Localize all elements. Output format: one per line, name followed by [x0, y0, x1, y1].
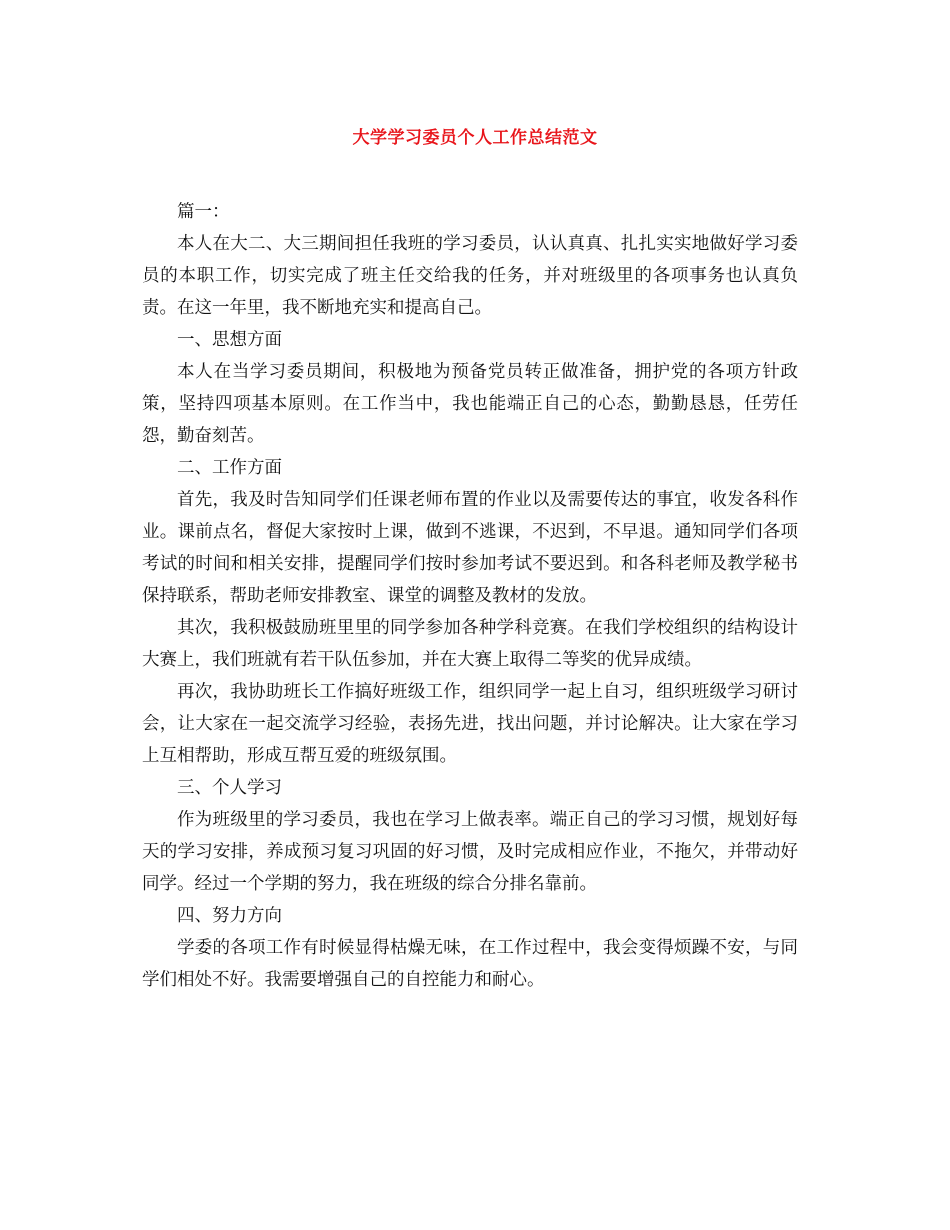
paragraph-direction: 学委的各项工作有时候显得枯燥无味，在工作过程中，我会变得烦躁不安，与同学们相处不好。我需要增强自己的自控能力和耐心。 — [142, 938, 798, 990]
section-heading-work: 二、工作方面 — [177, 458, 282, 478]
paragraph-work-first: 首先，我及时告知同学们任课老师布置的作业以及需要传达的事宜，收发各科作业。课前点名，督促大家按时上课，做到不逃课，不迟到，不早退。通知同学们各项考试的时间和相关安排，提醒同学们按时参加考试不要迟到。和各科老师及教学秘书保持联系，帮助老师安排教室、课堂的调整及教材的发放。 — [142, 490, 798, 606]
section-heading-study: 三、个人学习 — [177, 778, 282, 798]
document-body — [142, 196, 798, 996]
paragraph-study: 作为班级里的学习委员，我也在学习上做表率。端正自己的学习习惯，规划好每天的学习安排，养成预习复习巩固的好习惯，及时完成相应作业，不拖欠，并带动好同学。经过一个学期的努力，我在班级的综合分排名靠前。 — [142, 810, 798, 894]
paragraph-thought: 本人在当学习委员期间，积极地为预备党员转正做准备，拥护党的各项方针政策，坚持四项基本原则。在工作当中，我也能端正自己的心态，勤勤恳恳，任劳任怨，勤奋刻苦。 — [142, 362, 798, 446]
section-heading-thought: 一、思想方面 — [177, 330, 282, 350]
paragraph-work-second: 其次，我积极鼓励班里里的同学参加各种学科竞赛。在我们学校组织的结构设计大赛上，我们班就有若干队伍参加，并在大赛上取得二等奖的优异成绩。 — [142, 618, 798, 670]
paragraph-intro: 本人在大二、大三期间担任我班的学习委员，认认真真、扎扎实实地做好学习委员的本职工作，切实完成了班主任交给我的任务，并对班级里的各项事务也认真负责。在这一年里，我不断地充实和提高自己。 — [142, 234, 798, 318]
document-title: 大学学习委员个人工作总结范文 — [352, 128, 598, 148]
paragraph-part-one-label: 篇一： — [177, 202, 230, 222]
section-heading-direction: 四、努力方向 — [177, 906, 282, 926]
paragraph-work-third: 再次，我协助班长工作搞好班级工作，组织同学一起上自习，组织班级学习研讨会，让大家在一起交流学习经验，表扬先进，找出问题，并讨论解决。让大家在学习上互相帮助，形成互帮互爱的班级氛围。 — [142, 682, 798, 766]
